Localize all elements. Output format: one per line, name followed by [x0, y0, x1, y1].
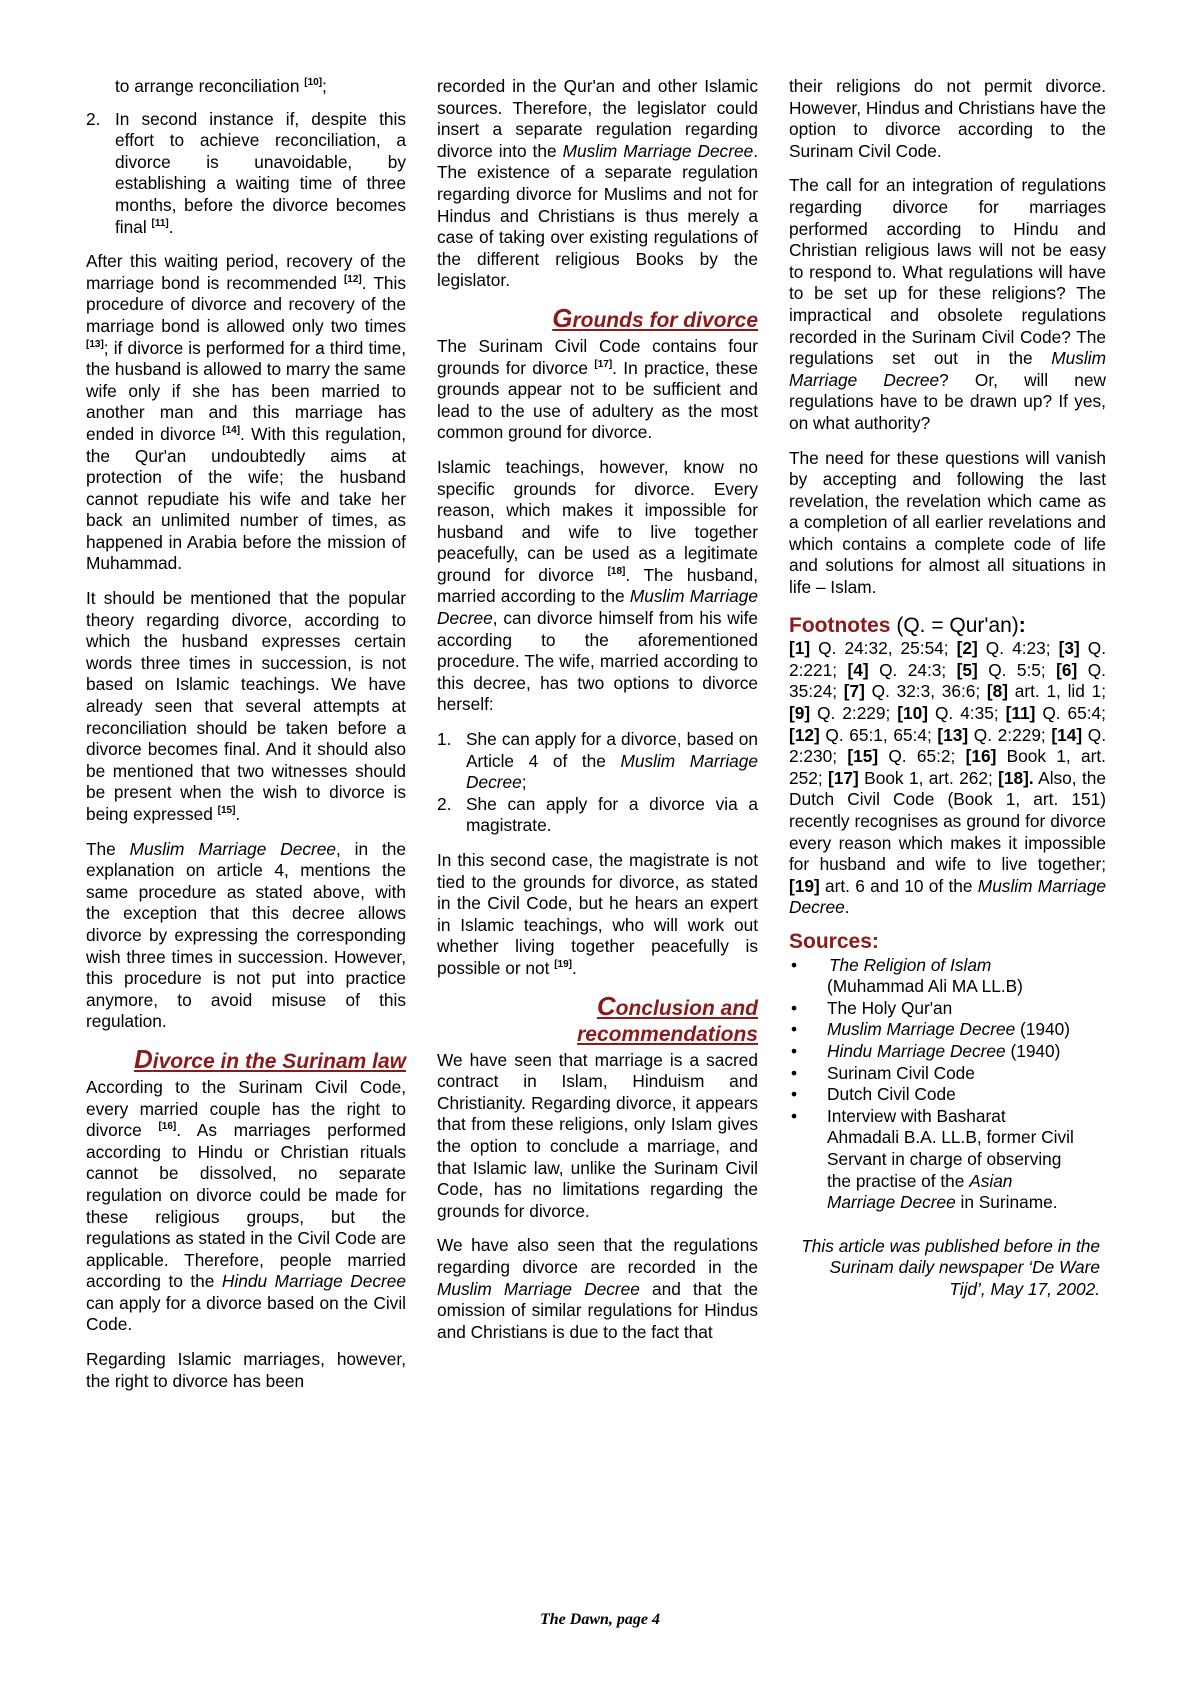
paragraph: According to the Surinam Civil Code, every married couple has the right to divorce [16]. As marriages performed according to Hindu or Christian rituals cannot be dissolved, no separate regulation on divorce could be made for these religious groups, but the regulations as stated in the Civil Code are applicable. Therefore, people married according to the Hindu Marriage Decree can apply for a divorce based on the Civil Code.	[86, 1076, 406, 1335]
bullet: •	[791, 954, 798, 975]
page-footer: The Dawn, page 4	[540, 1611, 660, 1628]
section-heading-conclusion: Conclusion and recommendations	[577, 990, 758, 1046]
bullet: •	[791, 1084, 798, 1105]
list-item-text: She can apply for a divorce, based on Article 4 of the Muslim Marriage Decree;	[466, 729, 758, 793]
list-item-text: In second instance if, despite this effort to achieve reconciliation, a divorce is unavoidable, by establishing a waiting time of three months, before the divorce becomes final [11].	[115, 108, 406, 237]
source-item: • Hindu Marriage Decree (1940)	[791, 1040, 1061, 1061]
footnotes-colon: :	[1018, 613, 1026, 637]
section-heading-grounds-for-divorce: Grounds for divorce	[552, 302, 758, 333]
footnotes-title: Footnotes	[789, 613, 891, 637]
footnotes-text: [1] Q. 24:32, 25:54; [2] Q. 4:23; [3] Q. 2:221; [4] Q. 24:3; [5] Q. 5:5; [6] Q. 35:24; [7] Q. 32:3, 36:6; [8] art. 1, lid 1; [9] Q. 2:229; [10] Q. 4:35; [11] Q. 65:4; [12] Q. 65:1, 65:4; [13] Q. 2:229; [14] Q. 2:230; [15] Q. 65:2; [16] Book 1, art. 252; [17] Book 1, art. 262; [18]. Also, the Dutch Civil Code (Book 1, art. 151) recently recognises as ground for divorce every reason which makes it impossible for husband and wife to live together; [19] art. 6 and 10 of the Muslim Marriage Decree.	[789, 638, 1107, 918]
source-item: • The Religion of Islam (Muhammad Ali MA LL.B)	[791, 954, 1023, 997]
paragraph: their religions do not permit divorce. However, Hindus and Christians have the option to divorce according to the Surinam Civil Code.	[789, 76, 1106, 161]
paragraph: Islamic teachings, however, know no specific grounds for divorce. Every reason, which makes it impossible for husband and wife to live together peacefully, can be used as a legitimate ground for divorce [18]. The husband, married according to the Muslim Marriage Decree, can divorce himself from his wife according to the aforementioned procedure. The wife, married according to this decree, has two options to divorce herself:	[437, 456, 759, 715]
paragraph: The need for these questions will vanish by accepting and following the last revelation, the revelation which came as a completion of all earlier revelations and which contains a complete code of life and solutions for almost all situations in life – Islam.	[789, 447, 1106, 598]
source-item: • Surinam Civil Code	[791, 1062, 975, 1083]
column-2	[437, 76, 758, 1356]
source-item: • Interview with Basharat Ahmadali B.A. LL.B, former Civil Servant in charge of observing the practise of the Asian Marriage Decree in Suriname.	[791, 1105, 1074, 1213]
list-item-continued	[86, 76, 406, 98]
footnotes-note: (Q. = Qur'an)	[896, 613, 1019, 637]
bullet: •	[791, 997, 798, 1018]
paragraph: Regarding Islamic marriages, however, the right to divorce has been	[86, 1349, 406, 1391]
bullet: •	[791, 1019, 798, 1040]
numbered-list	[86, 109, 406, 239]
numbered-list	[437, 729, 758, 837]
section-heading-divorce-surinam-law: Divorce in the Surinam law	[133, 1043, 406, 1074]
sources-heading: Sources:	[789, 929, 879, 953]
paragraph: We have also seen that the regulations regarding divorce are recorded in the Muslim Marriage Decree and that the omission of similar regulations for Hindus and Christians is due to the fact that	[437, 1235, 758, 1342]
list-item	[86, 109, 406, 239]
list-item-number: 2.	[86, 108, 101, 129]
list-item-number: 1.	[437, 729, 452, 750]
sources-list	[789, 955, 1106, 1214]
list-item-text: She can apply for a divorce via a magistrate.	[466, 793, 758, 836]
paragraph: After this waiting period, recovery of the marriage bond is recommended [12]. This procedure of divorce and recovery of the marriage bond is allowed only two times [13]; if divorce is performed for a third time, the husband is allowed to marry the same wife only if she has been married to another man and this marriage has ended in divorce [14]. With this regulation, the Qur'an undoubtedly aims at protection of the wife; the husband cannot repudiate his wife and take her back an unlimited number of times, as happened in Arabia before the mission of Muhammad.	[86, 251, 406, 574]
list-item-number: 2.	[437, 793, 452, 814]
source-item: • Dutch Civil Code	[791, 1084, 956, 1105]
paragraph: We have seen that marriage is a sacred contract in Islam, Hinduism and Christianity. Regarding divorce, it appears that from these religions, only Islam gives the option to conclude a marriage, and that Islamic law, unlike the Surinam Civil Code, has no limitations regarding the grounds for divorce.	[437, 1049, 758, 1221]
publication-note: This article was published before in the Surinam daily newspaper ‘De Ware Tijd’, May 17, 2002.	[801, 1235, 1100, 1299]
bullet: •	[791, 1105, 798, 1126]
source-item: • The Holy Qur'an	[791, 997, 953, 1018]
paragraph: The Muslim Marriage Decree, in the explanation on article 4, mentions the same procedure as stated above, with the exception that this decree allows divorce by expressing the corresponding wish three times in succession. However, this procedure is not put into practice anymore, to avoid misuse of this regulation.	[86, 838, 406, 1032]
footnotes-heading	[789, 615, 1106, 637]
column-3	[789, 76, 1106, 1300]
paragraph: recorded in the Qur'an and other Islamic sources. Therefore, the legislator could insert a separate regulation regarding divorce into the Muslim Marriage Decree. The existence of a separate regulation regarding divorce for Muslims and not for Hindus and Christians is thus merely a case of taking over existing regulations of the different religious Books by the legislator.	[437, 76, 758, 291]
source-item: • Muslim Marriage Decree (1940)	[791, 1019, 1070, 1040]
list-item-continued-text: to arrange reconciliation [10];	[115, 76, 327, 96]
paragraph: It should be mentioned that the popular theory regarding divorce, according to which the husband expresses certain words three times in succession, is not based on Islamic teachings. We have already seen that several attempts at reconciliation should be taken before a divorce becomes final. And it should also be mentioned that two witnesses should be present when the wish to divorce is being expressed [15].	[86, 588, 406, 824]
list-item	[437, 794, 758, 837]
paragraph: The Surinam Civil Code contains four grounds for divorce [17]. In practice, these grounds appear not to be sufficient and lead to the use of adultery as the most common ground for divorce.	[437, 335, 758, 443]
bullet: •	[791, 1062, 798, 1083]
column-1	[86, 76, 406, 1405]
list-item	[437, 729, 758, 794]
paragraph: In this second case, the magistrate is not tied to the grounds for divorce, as stated in the Civil Code, but he hears an expert in Islamic teachings, who will work out whether living together peacefully is possible or not [19].	[437, 850, 758, 978]
bullet: •	[791, 1040, 798, 1061]
paragraph: The call for an integration of regulations regarding divorce for marriages performed according to Hindu and Christian religious laws will not be easy to respond to. What regulations will have to be set up for these religions? The impractical and obsolete regulations recorded in the Surinam Civil Code? The regulations set out in the Muslim Marriage Decree? Or, will new regulations have to be drawn up? If yes, on what authority?	[789, 175, 1107, 433]
